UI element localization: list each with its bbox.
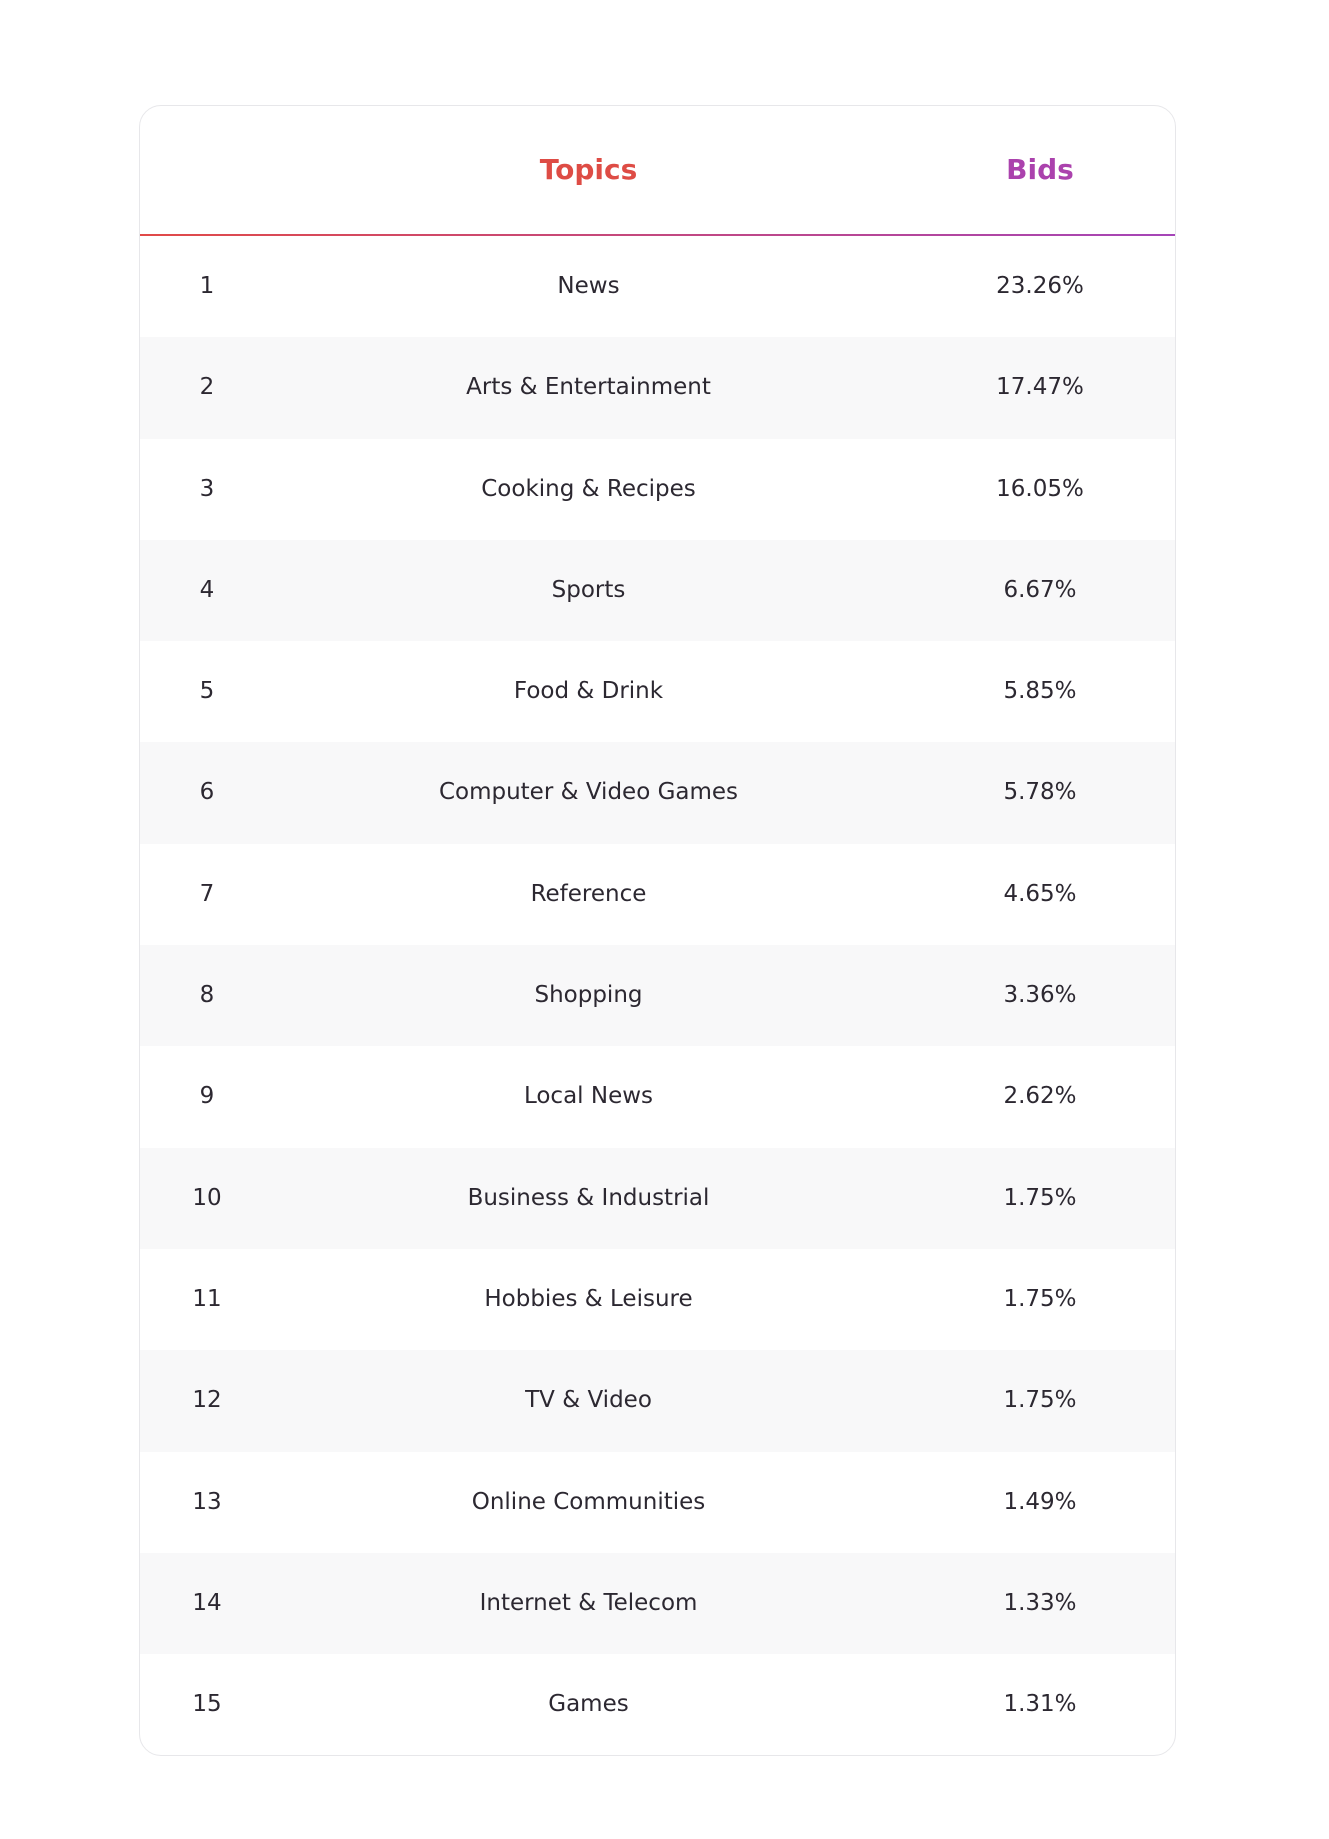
table-header <box>140 106 1175 234</box>
rank-cell: 1 <box>199 273 215 299</box>
rank-cell: 11 <box>192 1285 222 1312</box>
topic-cell: Internet & Telecom <box>479 1589 698 1616</box>
bids-cell: 4.65% <box>1003 880 1077 907</box>
rank-cell: 8 <box>199 982 215 1009</box>
bids-cell: 5.85% <box>1003 678 1077 705</box>
topic-cell: Shopping <box>534 982 643 1009</box>
table-row <box>140 236 1175 337</box>
table-row <box>140 540 1175 641</box>
topic-cell: Computer & Video Games <box>438 779 739 806</box>
topics-bids-table <box>139 105 1176 1756</box>
table-row <box>140 742 1175 843</box>
bids-cell: 6.67% <box>1003 576 1077 603</box>
topic-cell: Cooking & Recipes <box>481 475 696 502</box>
table-row <box>140 1350 1175 1451</box>
rank-cell: 9 <box>199 1083 215 1110</box>
bids-cell: 1.33% <box>1003 1589 1077 1616</box>
bids-cell: 5.78% <box>1003 779 1077 806</box>
table-row <box>140 641 1175 742</box>
rank-cell: 3 <box>199 475 215 502</box>
rank-cell: 5 <box>199 678 215 705</box>
bids-cell: 1.75% <box>1003 1184 1077 1211</box>
table-row <box>140 1249 1175 1350</box>
header-rank <box>140 106 274 234</box>
table-row <box>140 945 1175 1046</box>
table-row <box>140 1148 1175 1249</box>
bids-cell: 1.49% <box>1003 1488 1077 1515</box>
rank-cell: 15 <box>192 1691 222 1718</box>
bids-cell: 1.75% <box>1003 1387 1077 1414</box>
rank-cell: 13 <box>192 1488 222 1515</box>
table-body <box>140 236 1175 1755</box>
bids-cell: 17.47% <box>996 374 1084 401</box>
table-row <box>140 337 1175 438</box>
bids-cell: 1.31% <box>1003 1691 1077 1718</box>
topic-cell: Reference <box>530 880 647 907</box>
topic-cell: Arts & Entertainment <box>466 374 711 401</box>
topic-cell: Local News <box>523 1083 654 1110</box>
topic-cell: Online Communities <box>471 1488 706 1515</box>
table-row <box>140 1452 1175 1553</box>
topic-cell: TV & Video <box>525 1387 652 1414</box>
header-bids: Bids <box>1006 153 1074 186</box>
topic-cell: Business & Industrial <box>467 1184 710 1211</box>
topic-cell: Sports <box>551 576 626 603</box>
bids-cell: 16.05% <box>996 475 1084 502</box>
topic-cell: News <box>557 273 620 299</box>
rank-cell: 12 <box>192 1387 222 1414</box>
topic-cell: Food & Drink <box>513 678 664 705</box>
table-row <box>140 1553 1175 1654</box>
rank-cell: 7 <box>199 880 215 907</box>
topic-cell: Games <box>548 1691 629 1718</box>
table-row <box>140 844 1175 945</box>
table-row <box>140 1046 1175 1147</box>
table-row <box>140 1654 1175 1755</box>
bids-cell: 3.36% <box>1003 982 1077 1009</box>
rank-cell: 4 <box>199 576 215 603</box>
header-topics: Topics <box>539 153 638 186</box>
bids-cell: 23.26% <box>996 273 1084 299</box>
rank-cell: 6 <box>199 779 215 806</box>
topic-cell: Hobbies & Leisure <box>484 1285 693 1312</box>
table-row <box>140 439 1175 540</box>
bids-cell: 2.62% <box>1003 1083 1077 1110</box>
rank-cell: 10 <box>192 1184 222 1211</box>
bids-cell: 1.75% <box>1003 1285 1077 1312</box>
rank-cell: 14 <box>192 1589 222 1616</box>
rank-cell: 2 <box>199 374 215 401</box>
